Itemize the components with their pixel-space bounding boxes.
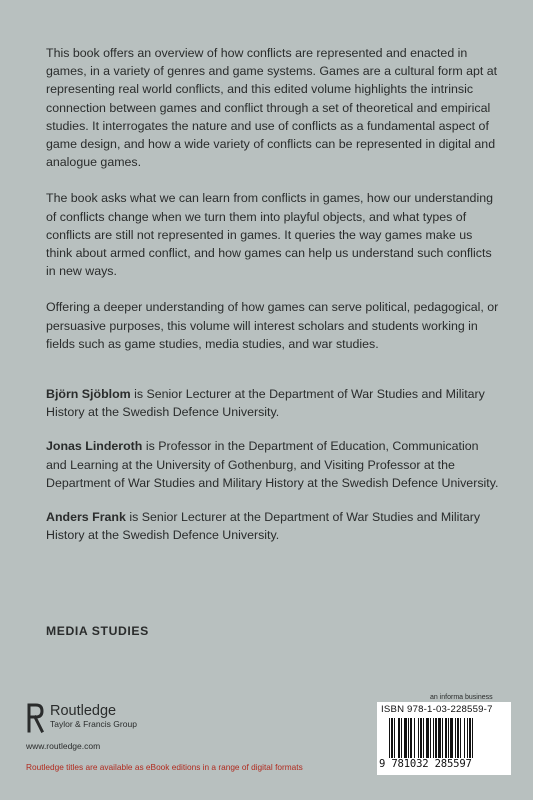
publisher-group: Taylor & Francis Group: [50, 719, 137, 729]
publisher-name: Routledge: [50, 703, 117, 719]
barcode-bars: [389, 718, 503, 758]
editor-bio-text: is Senior Lecturer at the Department of War Studies and Military History at the Swedish Defence University.: [46, 510, 481, 543]
isbn-label: ISBN 978-1-03-228559-7: [381, 704, 493, 715]
editor-bio-text: is Professor in the Department of Education, Communication and Learning at the University of Gothenburg, and Visiting Professor at the Department of War Studies and Military History at the Swedish Defence University.: [46, 439, 499, 490]
publisher-logo: [26, 703, 137, 733]
informa-business: an informa business: [430, 694, 493, 701]
ebook-note: Routledge titles are available as eBook editions in a range of digital formats: [26, 762, 303, 772]
barcode: [377, 702, 511, 775]
description-paragraph-1: This book offers an overview of how conflicts are represented and enacted in games, in a variety of genres and game systems. Games are a cultural form apt at representing real world conflicts, and this edited volume highlights the intrinsic connection between games and conflict through a set of theoretical and empirical studies. It interrogates the nature and use of conflicts as a fundamental aspect of game design, and how a wide variety of conflicts can be represented in digital and analogue games.: [46, 46, 498, 170]
publisher-website[interactable]: www.routledge.com: [26, 741, 101, 751]
subject-category: MEDIA STUDIES: [46, 624, 149, 638]
barcode-number: 9 781032 285597: [379, 758, 472, 770]
editor-bio-2: [46, 437, 501, 492]
routledge-logo-icon: [26, 703, 44, 733]
editor-name: Jonas Linderoth: [46, 439, 143, 454]
editor-name: Anders Frank: [46, 510, 126, 525]
description-paragraph-3: Offering a deeper understanding of how games can serve political, pedagogical, or persuasive purposes, this volume will interest scholars and students working in fields such as game studies, media studies, and war studies.: [46, 300, 499, 351]
editor-name: Björn Sjöblom: [46, 387, 131, 402]
back-cover-text: [46, 44, 501, 560]
editor-bio-1: [46, 385, 501, 421]
description-paragraph-2: The book asks what we can learn from conflicts in games, how our understanding of conflicts change when we turn them into playful objects, and what types of conflicts are still not represented in games. It queries the way games make us think about armed conflict, and how games can help us understand such conflicts in new ways.: [46, 191, 493, 279]
editor-bio-text: is Senior Lecturer at the Department of War Studies and Military History at the Swedish Defence University.: [46, 387, 485, 420]
editor-bio-3: [46, 508, 501, 544]
